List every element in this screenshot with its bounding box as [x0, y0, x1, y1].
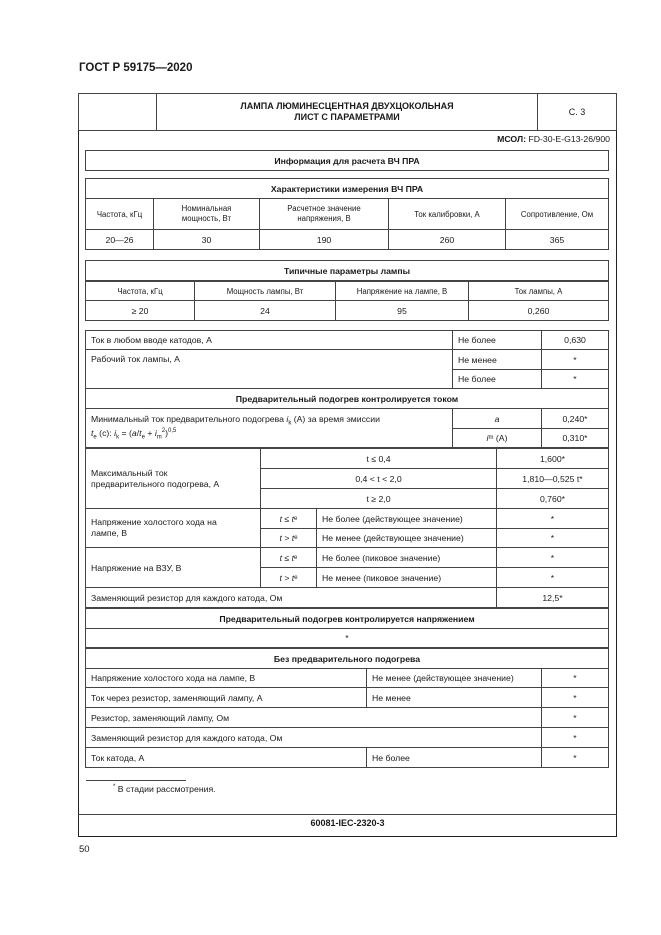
ocv-row2-value: *: [496, 528, 609, 548]
ocv-row1-t: t ≤ t e: [260, 508, 317, 529]
section-ballast-info: Информация для расчета ВЧ ПРА: [85, 150, 609, 171]
ocv-row2-cond: Не менее (действующее значение): [316, 528, 497, 548]
max-cond-2: 0,4 < t < 2,0: [260, 468, 497, 489]
footnote: [113, 784, 216, 794]
ocv-row1-value: *: [496, 508, 609, 529]
document-id: ГОСТ Р 59175—2020: [79, 62, 193, 74]
np-row-2-cond: Не менее: [366, 687, 542, 708]
np-row-1-cond: Не менее (действующее значение): [366, 668, 542, 688]
op-min-cond: Не менее: [452, 349, 542, 370]
replace-resistor-value: 12,5*: [496, 587, 609, 608]
sheet-title-line2: ЛИСТ С ПАРАМЕТРАМИ: [294, 112, 400, 122]
footer-divider: [78, 814, 617, 815]
min-preheat-formula: $t_e$ (с): $i_k = (a/t_e + i_m^2)^{0,5}$: [91, 428, 177, 441]
min-preheat-ik-sub: k: [288, 420, 292, 427]
measure-value-freq: 20—26: [85, 229, 154, 250]
ocv-label: Напряжение холостого хода на лампе, В: [85, 508, 261, 548]
min-preheat-label: [85, 408, 453, 448]
preheat-voltage-value: *: [85, 628, 609, 648]
mcol-value: FD-30-E-G13-26/900: [528, 134, 610, 144]
footer-code: 60081-IEC-2320-3: [310, 818, 385, 828]
sheet-title-line1: ЛАМПА ЛЮМИНЕСЦЕНТНАЯ ДВУХЦОКОЛЬНАЯ: [240, 100, 454, 111]
typical-value-power: 24: [194, 300, 336, 321]
cathode-current-cond: Не более: [452, 330, 542, 350]
np-row-5-value: *: [541, 747, 609, 768]
measure-header-power: Номинальная мощность, Вт: [153, 198, 260, 230]
op-max-value: *: [541, 369, 609, 389]
vzu-row1-cond: Не более (пиковое значение): [316, 547, 497, 568]
section-measure: Характеристики измерения ВЧ ПРА: [85, 178, 609, 199]
a-value: 0,240*: [541, 408, 609, 429]
measure-header-resistance: Сопротивление, Ом: [505, 198, 609, 230]
footnote-text: В стадии рассмотрения.: [117, 784, 216, 794]
page-number: 50: [79, 844, 90, 855]
typical-value-current: 0,260: [468, 300, 609, 321]
sheet-number: С. 3: [537, 93, 617, 131]
section-typical: Типичные параметры лампы: [85, 260, 609, 281]
np-row-3-value: *: [541, 707, 609, 728]
measure-value-calib: 260: [388, 229, 506, 250]
measure-header-calib: Ток калибровки, А: [388, 198, 506, 230]
vzu-row2-cond: Не менее (пиковое значение): [316, 567, 497, 588]
max-val-1: 1,600*: [496, 448, 609, 469]
typical-header-current: Ток лампы, А: [468, 281, 609, 301]
measure-value-voltage: 190: [259, 229, 389, 250]
np-row-2-value: *: [541, 687, 609, 708]
min-preheat-line1-head: Минимальный ток предварительного подогрева: [91, 413, 284, 424]
measure-header-freq: Частота, кГц: [85, 198, 154, 230]
np-row-2-label: Ток через резистор, заменяющий лампу, А: [85, 687, 367, 708]
cathode-current-value: 0,630: [541, 330, 609, 350]
typical-header-power: Мощность лампы, Вт: [194, 281, 336, 301]
min-preheat-line1: [91, 414, 380, 428]
np-row-4-value: *: [541, 727, 609, 748]
vzu-label: Напряжение на ВЗУ, В: [85, 547, 261, 588]
np-row-3-label: Резистор, заменяющий лампу, Ом: [85, 707, 542, 728]
section-preheat-current: Предварительный подогрев контролируется током: [85, 388, 609, 409]
typical-header-voltage: Напряжение на лампе, В: [335, 281, 469, 301]
mcol-label: МСОЛ:: [497, 134, 526, 144]
op-min-value: *: [541, 349, 609, 370]
typical-value-voltage: 95: [335, 300, 469, 321]
im-label: i m (А): [452, 428, 542, 448]
typical-header-freq: Частота, кГц: [85, 281, 195, 301]
ocv-row1-cond: Не более (действующее значение): [316, 508, 497, 529]
typical-value-freq: ≥ 20: [85, 300, 195, 321]
mcol-code: [440, 134, 610, 144]
max-preheat-label: Максимальный ток предварительного подогрева, А: [85, 448, 261, 509]
max-val-3: 0,760*: [496, 488, 609, 509]
vzu-row2-t: t > t e: [260, 567, 317, 588]
section-preheat-voltage: Предварительный подогрев контролируется напряжением: [85, 608, 609, 629]
np-row-5-label: Ток катода, А: [85, 747, 367, 768]
operating-current-text: Рабочий ток лампы, А: [91, 354, 180, 364]
max-val-2: 1,810—0,525 t*: [496, 468, 609, 489]
np-row-5-cond: Не более: [366, 747, 542, 768]
np-row-4-label: Заменяющий резистор для каждого катода, Ом: [85, 727, 542, 748]
vzu-row2-value: *: [496, 567, 609, 588]
max-cond-1: t ≤ 0,4: [260, 448, 497, 469]
op-max-cond: Не более: [452, 369, 542, 389]
section-no-preheat: Без предварительного подогрева: [85, 648, 609, 669]
np-row-1-value: *: [541, 668, 609, 688]
max-cond-3: t ≥ 2,0: [260, 488, 497, 509]
im-value: 0,310*: [541, 428, 609, 448]
footnote-mark: *: [113, 784, 116, 791]
cathode-current-label: Ток в любом вводе катодов, А: [85, 330, 453, 350]
operating-current-label: [85, 349, 453, 389]
vzu-row1-value: *: [496, 547, 609, 568]
ocv-row2-t: t > t e: [260, 528, 317, 548]
vzu-row1-t: t ≤ t e: [260, 547, 317, 568]
title-left-blank: [78, 93, 157, 131]
np-row-1-label: Напряжение холостого хода на лампе, В: [85, 668, 367, 688]
sheet-title: [156, 93, 538, 131]
measure-header-voltage: Расчетное значение напряжения, В: [259, 198, 389, 230]
footnote-divider: [86, 780, 186, 781]
min-preheat-ik: i: [286, 413, 289, 424]
measure-value-power: 30: [153, 229, 260, 250]
a-label: a: [452, 408, 542, 429]
replace-resistor-label: Заменяющий резистор для каждого катода, Ом: [85, 587, 497, 608]
measure-value-resistance: 365: [505, 229, 609, 250]
min-preheat-line1-tail: (А) за время эмиссии: [293, 413, 380, 424]
